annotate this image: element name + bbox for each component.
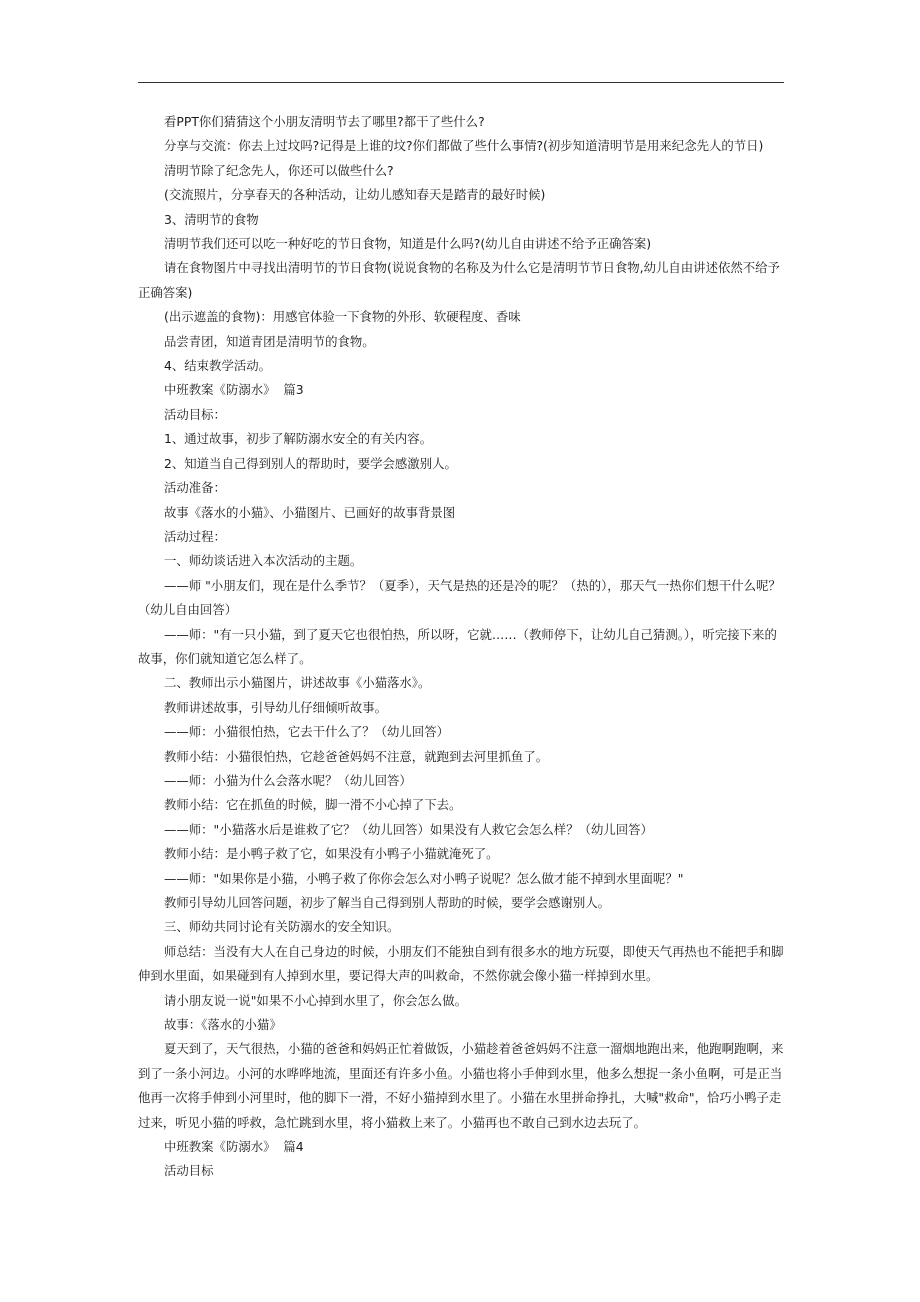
paragraph: (出示遮盖的食物)：用感官体验一下食物的外形、软硬程度、香味 bbox=[164, 309, 521, 325]
section-heading: 3、清明节的食物 bbox=[164, 211, 259, 227]
paragraph: 品尝青团，知道青团是清明节的食物。 bbox=[164, 333, 375, 349]
paragraph: 教师引导幼儿回答问题，初步了解当自己得到别人帮助的时候，要学会感谢别人。 bbox=[164, 895, 611, 910]
header-rule bbox=[138, 82, 784, 83]
document-body bbox=[138, 110, 784, 1184]
paragraph: 清明节我们还可以吃一种好吃的节日食物，知道是什么吗?(幼儿自由讲述不给予正确答案) bbox=[164, 236, 652, 252]
paragraph: 清明节除了纪念先人，你还可以做些什么? bbox=[164, 162, 394, 178]
paragraph: 教师讲述故事，引导幼儿仔细倾听故事。 bbox=[164, 699, 388, 715]
paragraph: 活动目标： bbox=[164, 406, 226, 422]
section-heading: 4、结束教学活动。 bbox=[164, 358, 272, 374]
paragraph: 1、通过故事，初步了解防溺水安全的有关内容。 bbox=[164, 431, 433, 447]
lesson-title: 中班教案《防溺水》 篇4 bbox=[164, 1139, 304, 1155]
paragraph: 三、师幼共同讨论有关防溺水的安全知识。 bbox=[164, 919, 400, 935]
paragraph: ——师：小猫为什么会落水呢？（幼儿回答） bbox=[164, 772, 412, 788]
story-paragraph: 夏天到了，天气很热，小猫的爸爸和妈妈正忙着做饭，小猫趁着爸爸妈妈不注意一溜烟地跑出来，他跑啊跑啊，来到了一条小河边。小河的水哗哗地流，里面还有许多小鱼。小猫也将小手伸到水里，他多么想捉一条小鱼啊，可是正当他再一次将手伸到小河里时，他的脚下一滑，不好小猫掉到水里了。小猫在水里拼命挣扎，大喊"救命"，恰巧小鸭子走过来，听见小猫的呼救，急忙跳到水里，将小猫救上来了。小猫再也不敢自己到水边去玩了。 bbox=[138, 1041, 784, 1130]
paragraph: 教师小结：小猫很怕热，它趁爸爸妈妈不注意，就跑到去河里抓鱼了。 bbox=[164, 748, 549, 764]
paragraph: 二、教师出示小猫图片，讲述故事《小猫落水》。 bbox=[164, 675, 431, 691]
paragraph: 活动准备： bbox=[164, 480, 226, 496]
paragraph: ——师："小猫落水后是谁救了它？（幼儿回答）如果没有人救它会怎么样？（幼儿回答） bbox=[164, 821, 653, 837]
paragraph: 师总结：当没有大人在自己身边的时候，小朋友们不能独自到有很多水的地方玩耍，即使天气再热也不能把手和脚伸到水里面，如果碰到有人掉到水里，要记得大声的叫救命，不然你就会像小猫一样掉到水里。 bbox=[138, 943, 784, 984]
paragraph: 活动过程： bbox=[164, 528, 226, 544]
paragraph: ——师："如果你是小猫，小鸭子救了你你会怎么对小鸭子说呢？怎么做才能不掉到水里面呢？" bbox=[164, 870, 684, 886]
paragraph: 看PPT你们猜猜这个小朋友清明节去了哪里?都干了些什么? bbox=[164, 114, 485, 129]
paragraph: 请在食物图片中寻找出清明节的节日食物(说说食物的名称及为什么它是清明节节日食物,幼儿自由讲述依然不给予正确答案) bbox=[138, 260, 780, 300]
paragraph: 教师小结：是小鸭子救了它，如果没有小鸭子小猫就淹死了。 bbox=[164, 846, 499, 862]
paragraph: ——师 "小朋友们，现在是什么季节？（夏季），天气是热的还是冷的呢？（热的），那天气一热你们想干什么呢？（幼儿自由回答） bbox=[138, 577, 781, 618]
paragraph: ——师："有一只小猫，到了夏天它也很怕热，所以呀，它就……（教师停下，让幼儿自己猜测。），听完接下来的故事，你们就知道它怎么样了。 bbox=[138, 626, 777, 666]
paragraph: 分享与交流：你去上过坟吗?记得是上谁的坟?你们都做了些什么事情?(初步知道清明节是用来纪念先人的节日) bbox=[164, 138, 764, 154]
lesson-title: 中班教案《防溺水》 篇3 bbox=[164, 382, 304, 398]
paragraph: 请小朋友说一说"如果不小心掉到水里了，你会怎么做。 bbox=[164, 992, 468, 1008]
paragraph: ——师：小猫很怕热，它去干什么了？（幼儿回答） bbox=[164, 724, 449, 740]
paragraph: 一、师幼谈话进入本次活动的主题。 bbox=[164, 553, 363, 569]
paragraph: 故事《落水的小猫》、小猫图片、已画好的故事背景图 bbox=[164, 504, 456, 520]
paragraph: 2、知道当自己得到别人的帮助时，要学会感激别人。 bbox=[164, 455, 457, 471]
paragraph: (交流照片，分享春天的各种活动，让幼儿感知春天是踏青的最好时候) bbox=[164, 187, 546, 203]
paragraph: 活动目标 bbox=[164, 1163, 214, 1179]
paragraph: 教师小结：它在抓鱼的时候，脚一滑不小心掉了下去。 bbox=[164, 797, 462, 813]
paragraph: 故事：《落水的小猫》 bbox=[164, 1017, 282, 1033]
